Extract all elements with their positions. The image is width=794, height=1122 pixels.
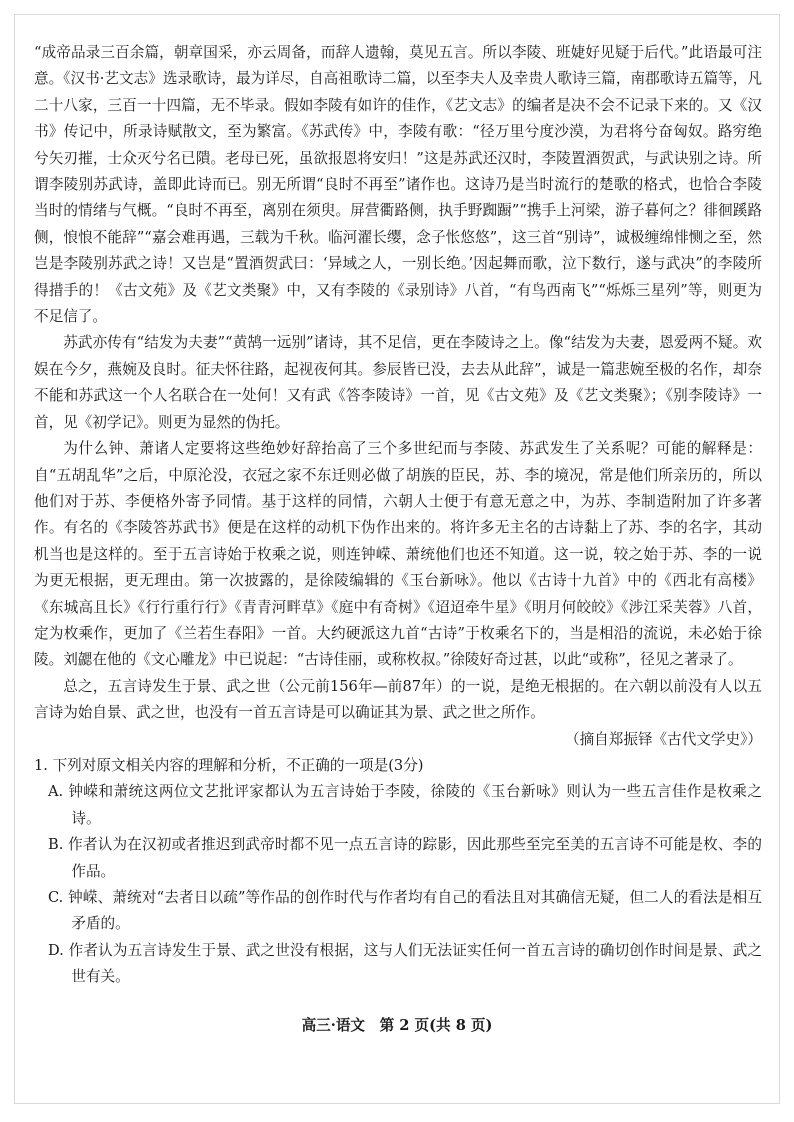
passage-paragraph-3: 为什么钟、萧诸人定要将这些绝妙好辞抬高了三个多世纪而与李陵、苏武发生了关系呢？可能的解释是：自“五胡乱华”之后，中原沦没，衣冠之家不东迁则必做了胡族的臣民，苏、李的境况，常是他们所亲历的，所以他们对于苏、李便格外寄予同情。基于这样的同情，六朝人士便于有意无意之中，为苏、李制造附加了许多著作。有名的《李陵答苏武书》便是在这样的动机下伪作出来的。将许多无主名的古诗黏上了苏、李的名字，其动机当也是这样的。至于五言诗始于枚乘之说，则连钟嵘、萧统他们也还不知道。这一说，较之始于苏、李的一说为更无根据，更无理由。第一次披露的，是徐陵编辑的《玉台新咏》。他以《古诗十九首》中的《西北有高楼》《东城高且长》《行行重行行》《青青河畔草》《庭中有奇树》《迢迢牵牛星》《明月何皎皎》《涉江采芙蓉》八首，定为枚乘作，更加了《兰若生春阳》一首。大约硬派这九首“古诗”于枚乘名下的，当是相沿的流说，未必始于徐陵。刘勰在他的《文心雕龙》中已说起：“古诗佳丽，或称枚叔。”徐陵好奇过甚，以此“或称”，径见之著录了。: [34, 440, 762, 669]
page-footer: 高三·语文 第 2 页(共 8 页): [301, 1017, 493, 1034]
passage-paragraph-2: 苏武亦传有“结发为夫妻”“黄鹄一远别”诸诗，其不足信，更在李陵诗之上。像“结发为夫妻，恩爱两不疑。欢娱在今夕，燕婉及良时。征夫怀往路，起视夜何其。参辰皆已没，去去从此辞”，诚是一篇悲婉至极的名作，却奈不能和苏武这一个人名联合在一处何！又有武《答李陵诗》一首，见《古文苑》及《艺文类聚》；《别李陵诗》一首，见《初学记》。则更为显然的伪托。: [34, 334, 762, 431]
passage-source: （摘自郑振铎《古代文学史》）: [564, 730, 762, 748]
question-stem: 1. 下列对原文相关内容的理解和分析，不正确的一项是(3分): [34, 756, 424, 774]
option-c: C. 钟嵘、萧统对“去者日以疏”等作品的创作时代与作者均有自己的看法且对其确信无疑，但二人的看法是相互矛盾的。: [48, 889, 762, 933]
option-d: D. 作者认为五言诗发生于景、武之世没有根据，这与人们无法证实任何一首五言诗的确切创作时间是景、武之世有关。: [48, 941, 762, 986]
passage-paragraph-1: “成帝品录三百余篇，朝章国采，亦云周备，而辞人遗翰，莫见五言。所以李陵、班婕好见疑于后代。”此语最可注意。《汉书·艺文志》选录歌诗，最为详尽，自高祖歌诗二篇，以至李夫人及幸贵人歌诗三篇，南郡歌诗五篇等，凡二十八家，三百一十四篇，无不毕录。假如李陵有如许的佳作，《艺文志》的编者是决不会不记录下来的。又《汉书》传记中，所录诗赋散文，至为繁富。《苏武传》中，李陵有歌：“径万里兮度沙漠，为君将兮奋匈奴。路穷绝兮矢刃摧，士众灭兮名已隤。老母已死，虽欲报恩将安归！”这是苏武还汉时，李陵置酒贺武，与武诀别之诗。所谓李陵别苏武诗，盖即此诗而已。别无所谓“良时不再至”诸作也。这诗乃是当时流行的楚歌的格式，也恰合李陵当时的情绪与气概。“良时不再至，离别在须臾。屏营衢路侧，执手野踟蹰”“携手上河梁，游子暮何之？徘徊蹊路侧，悢悢不能辞”“嘉会难再遇，三载为千秋。临河濯长缨，念子怅悠悠”，这三首“别诗”，诚极缠绵悱恻之至，然岂是李陵别苏武之诗！又岂是“置酒贺武曰：‘异域之人，一别长绝。’因起舞而歌，泣下数行，遂与武决”的李陵所得措手的！《古文苑》及《艺文类聚》中，又有李陵的《录别诗》八首，“有鸟西南飞”“烁烁三星列”等，则更为不足信了。: [34, 44, 762, 326]
passage-paragraph-4: 总之，五言诗发生于景、武之世（公元前156年—前87年）的一说，是绝无根据的。在六朝以前没有人以五言诗为始自景、武之世，也没有一首五言诗是可以确证其为景、武之世之所作。: [34, 677, 762, 722]
option-a: A. 钟嵘和萧统这两位文艺批评家都认为五言诗始于李陵，徐陵的《玉台新咏》则认为一些五言佳作是枚乘之诗。: [48, 783, 762, 827]
page-content: [34, 40, 762, 991]
option-b: B. 作者认为在汉初或者推迟到武帝时都不见一点五言诗的踪影，因此那些至完至美的五言诗不可能是枚、李的作品。: [48, 836, 762, 880]
